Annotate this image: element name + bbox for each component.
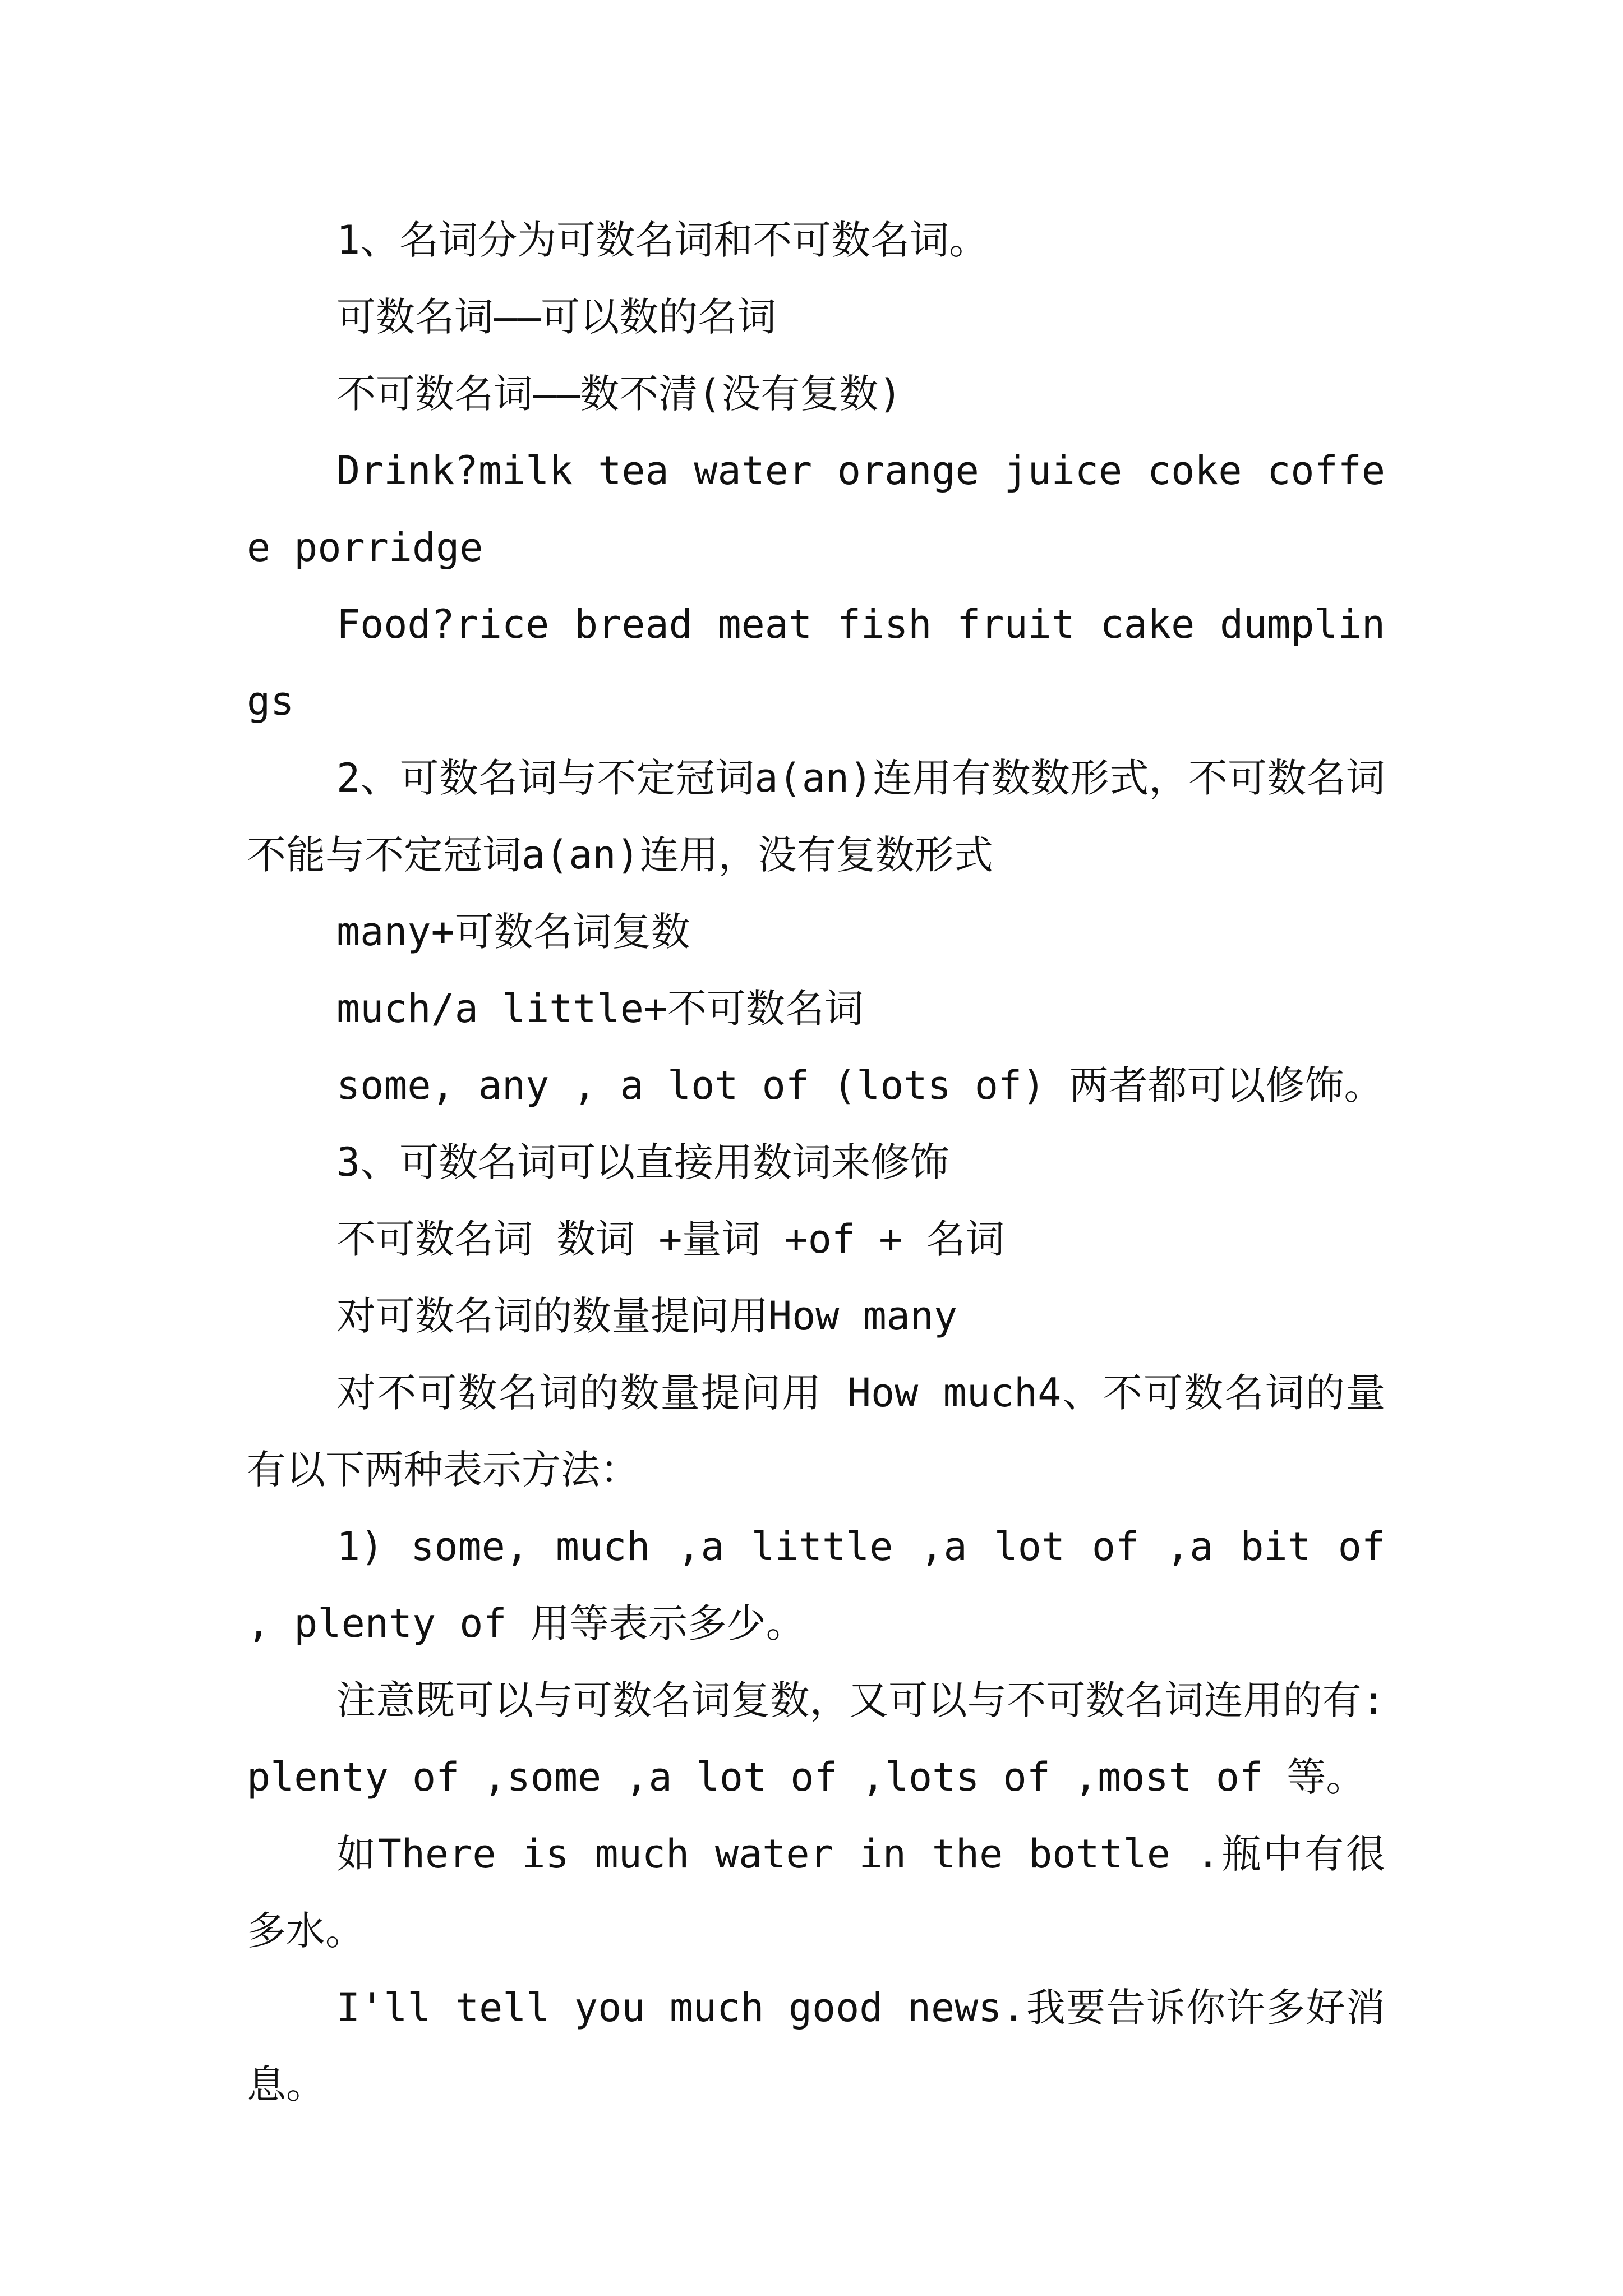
- paragraph-17: I'll tell you much good news.我要告诉你许多好消息。: [247, 1985, 1385, 2108]
- document-body: [247, 202, 1385, 2123]
- paragraph-13: 对不可数名词的数量提问用 How much4、不可数名词的量有以下两种表示方法：: [247, 1370, 1385, 1493]
- paragraph-3: 不可数名词——数不清(没有复数): [336, 371, 902, 417]
- paragraph-16: 如There is much water in the bottle .瓶中有很多水。: [247, 1831, 1385, 1954]
- paragraph-6: 2、可数名词与不定冠词a(an)连用有数数形式，不可数名词不能与不定冠词a(an)连用，没有复数形式: [247, 755, 1385, 878]
- paragraph-7: many+可数名词复数: [336, 909, 690, 955]
- paragraph-8: much/a little+不可数名词: [336, 986, 864, 1032]
- paragraph-15: 注意既可以与可数名词复数，又可以与不可数名词连用的有:plenty of ,some ,a lot of ,lots of ,most of 等。: [247, 1677, 1385, 1800]
- paragraph-2: 可数名词——可以数的名词: [336, 294, 777, 340]
- paragraph-14: 1) some, much ,a little ,a lot of ,a bit of , plenty of 用等表示多少。: [247, 1524, 1385, 1646]
- paragraph-11: 不可数名词 数词 +量词 +of + 名词: [336, 1216, 1005, 1262]
- paragraph-10: 3、可数名词可以直接用数词来修饰: [336, 1139, 949, 1185]
- paragraph-5: Food?rice bread meat fish fruit cake dumplings: [247, 601, 1385, 724]
- paragraph-4: Drink?milk tea water orange juice coke coffee porridge: [247, 448, 1385, 570]
- paragraph-9: some, any , a lot of (lots of) 两者都可以修饰。: [336, 1062, 1384, 1108]
- paragraph-12: 对可数名词的数量提问用How many: [336, 1293, 958, 1339]
- paragraph-1: 1、名词分为可数名词和不可数名词。: [336, 217, 989, 263]
